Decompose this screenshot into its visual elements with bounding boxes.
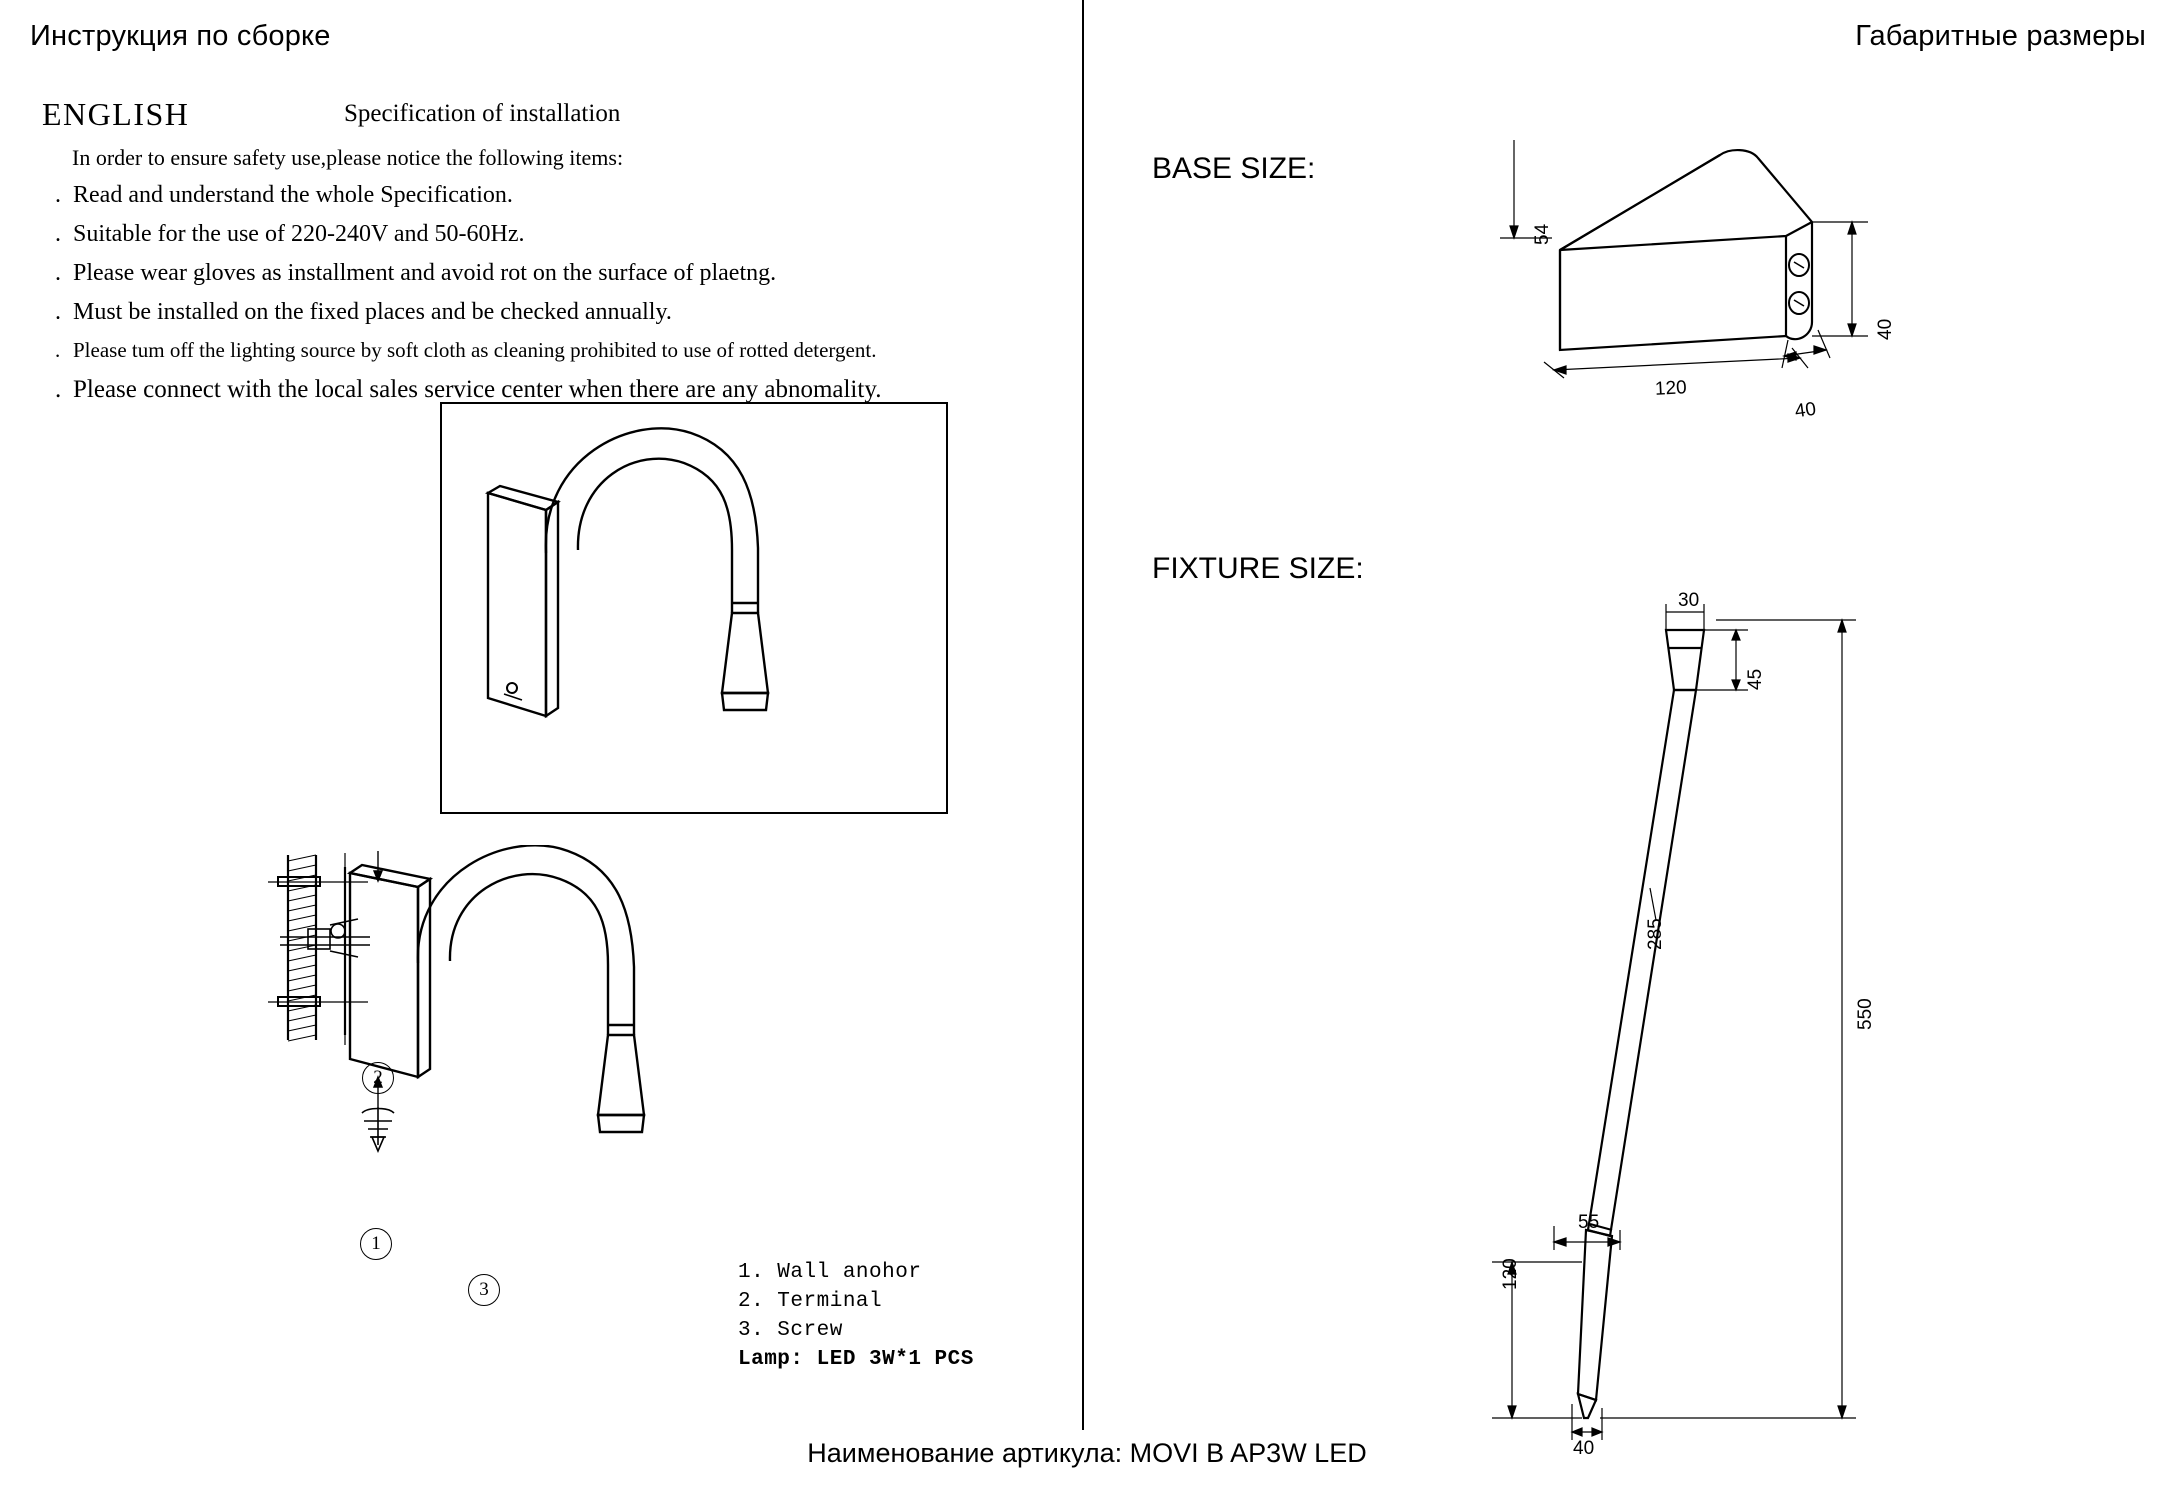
instruction-list <box>55 178 985 413</box>
fixture-size-heading: FIXTURE SIZE: <box>1152 552 1364 585</box>
list-item: . Please connect with the local sales service center when there are any abnomality. <box>55 376 882 403</box>
dim-arm-length: 285 <box>1645 918 1666 950</box>
specification-heading: Specification of installation <box>344 100 621 127</box>
list-item: . Suitable for the use of 220-240V and 50-60Hz. <box>55 221 525 247</box>
dim-base-height2: 120 <box>1500 1258 1521 1290</box>
list-item-text: Suitable for the use of 220-240V and 50-60Hz. <box>73 221 525 247</box>
dim-base-width: 40 <box>1793 398 1818 423</box>
dim-base-length: 120 <box>1654 377 1688 400</box>
callout-3: 3 <box>468 1274 500 1306</box>
legend-lamp: Lamp: LED 3W*1 PCS <box>738 1348 974 1371</box>
base-size-drawing <box>1500 140 1970 470</box>
list-item-text: Please wear gloves as installment and avoid rot on the surface of plaetng. <box>73 260 777 286</box>
legend-line: 1. Wall anohor <box>738 1261 922 1284</box>
legend-line: 2. Terminal <box>738 1290 883 1313</box>
list-item-text: Please tum off the lighting source by soft cloth as cleaning prohibited to use of rotted detergent. <box>73 338 877 362</box>
callout-1: 1 <box>360 1228 392 1260</box>
callout-2: 2 <box>362 1062 394 1094</box>
dim-total-height: 550 <box>1855 998 1876 1030</box>
dim-base-height: 54 <box>1532 223 1553 245</box>
dim-base-top-width: 55 <box>1578 1212 1600 1233</box>
list-item: . Please wear gloves as installment and avoid rot on the surface of plaetng. <box>55 260 777 286</box>
vertical-divider <box>1082 0 1084 1430</box>
dim-head-width: 30 <box>1678 590 1700 611</box>
article-name: Наименование артикула: MOVI B AP3W LED <box>807 1438 1367 1468</box>
figure-product-view <box>436 398 956 828</box>
base-size-heading: BASE SIZE: <box>1152 152 1316 185</box>
page-title-right: Габаритные размеры <box>1855 20 2146 52</box>
list-item: . Read and understand the whole Specification. <box>55 182 513 208</box>
legend-line: 3. Screw <box>738 1319 843 1342</box>
list-item-text: Must be installed on the fixed places and be checked annually. <box>73 299 672 325</box>
parts-legend <box>738 1258 974 1374</box>
english-heading: ENGLISH <box>42 96 190 132</box>
fixture-size-drawing <box>1480 590 1910 1470</box>
list-item: . Must be installed on the fixed places and be checked annually. <box>55 299 672 325</box>
list-item-text: Read and understand the whole Specification. <box>73 182 513 208</box>
list-item: . Please tum off the lighting source by soft cloth as cleaning prohibited to use of rotted detergent. <box>55 338 877 362</box>
dim-base-depth: 40 <box>1875 318 1896 340</box>
list-item-text: Please connect with the local sales service center when there are any abnomality. <box>73 376 882 403</box>
dim-base-bottom-width: 40 <box>1573 1438 1595 1459</box>
page-title-left: Инструкция по сборке <box>30 20 331 52</box>
dim-head-height: 45 <box>1745 668 1766 690</box>
instruction-intro: In order to ensure safety use,please notice the following items: <box>72 145 624 170</box>
